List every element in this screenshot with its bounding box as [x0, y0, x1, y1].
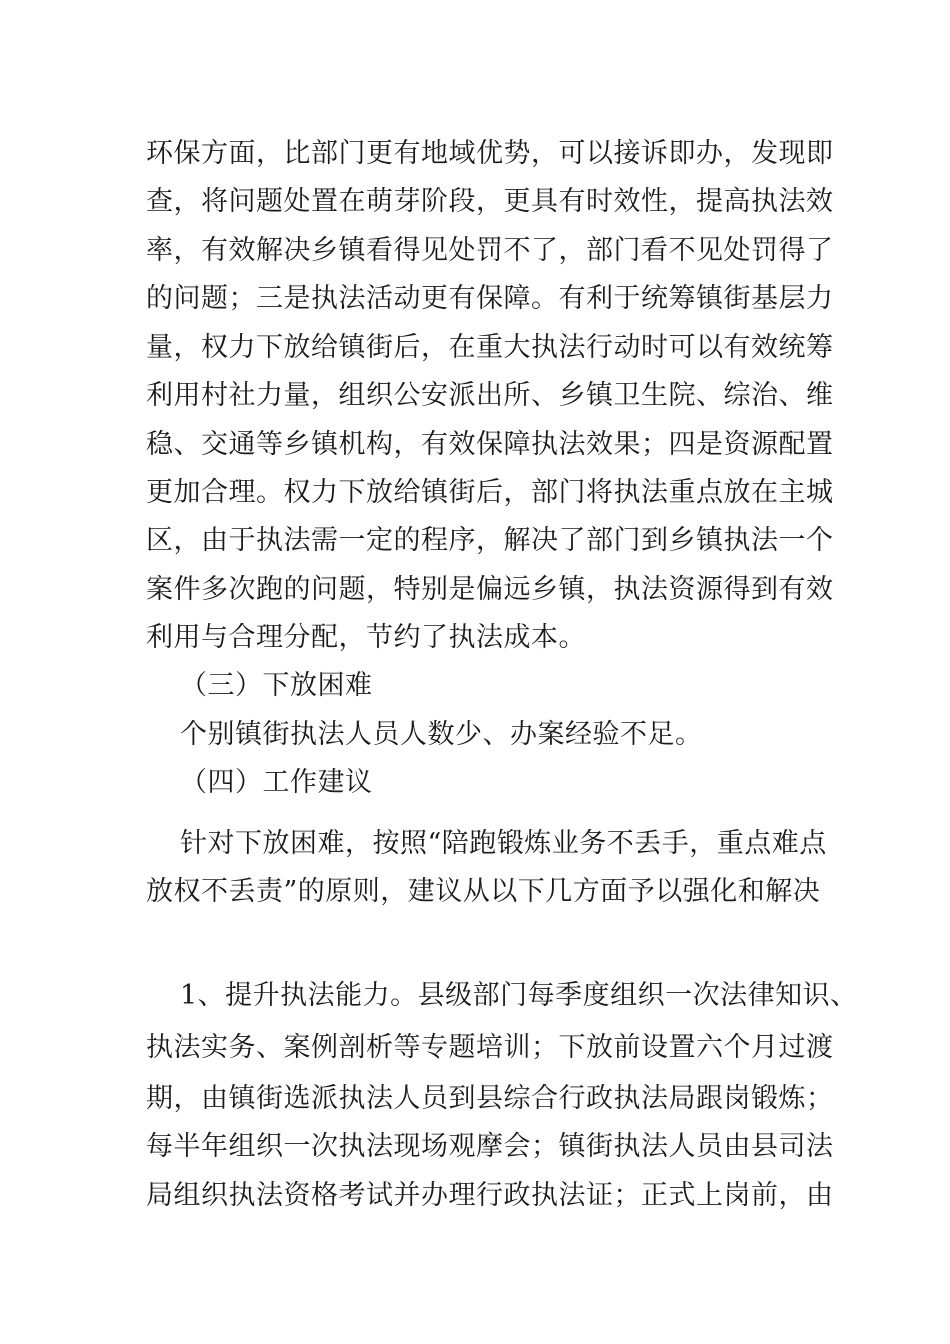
text-line: 区，由于执法需一定的程序，解决了部门到乡镇执法一个: [146, 525, 834, 556]
text-line: 局组织执法资格考试并办理行政执法证；正式上岗前，由: [146, 1180, 834, 1211]
text-line: 利用与合理分配，节约了执法成本。: [146, 622, 586, 653]
text-line: 1、提升执法能力。县级部门每季度组织一次法律知识、: [180, 980, 858, 1011]
section-heading: （三）下放困难: [180, 670, 373, 701]
text-line: 量，权力下放给镇街后，在重大执法行动时可以有效统筹: [146, 332, 834, 363]
text-line: 每半年组织一次执法现场观摩会；镇街执法人员由县司法: [146, 1131, 834, 1162]
text-line: 针对下放困难，按照“陪跑锻炼业务不丢手，重点难点: [180, 828, 827, 859]
text-line: 期，由镇街选派执法人员到县综合行政执法局跟岗锻炼；: [146, 1083, 834, 1114]
text-line: 执法实务、案例剖析等专题培训；下放前设置六个月过渡: [146, 1032, 834, 1063]
text-line: 率，有效解决乡镇看得见处罚不了，部门看不见处罚得了: [146, 235, 834, 266]
text-line: 查，将问题处置在萌芽阶段，更具有时效性，提高执法效: [146, 186, 834, 217]
text-line: 稳、交通等乡镇机构，有效保障执法效果；四是资源配置: [146, 429, 834, 460]
section-heading: （四）工作建议: [180, 767, 373, 798]
text-line: 个别镇街执法人员人数少、办案经验不足。: [180, 719, 703, 750]
text-line: 的问题；三是执法活动更有保障。有利于统筹镇街基层力: [146, 283, 834, 314]
text-line: 案件多次跑的问题，特别是偏远乡镇，执法资源得到有效: [146, 574, 834, 605]
text-line: 更加合理。权力下放给镇街后，部门将执法重点放在主城: [146, 477, 834, 508]
text-line: 环保方面，比部门更有地域优势，可以接诉即办，发现即: [146, 138, 834, 169]
text-line: 利用村社力量，组织公安派出所、乡镇卫生院、综治、维: [146, 380, 834, 411]
text-line: 放权不丢责”的原则，建议从以下几方面予以强化和解决: [146, 876, 821, 907]
